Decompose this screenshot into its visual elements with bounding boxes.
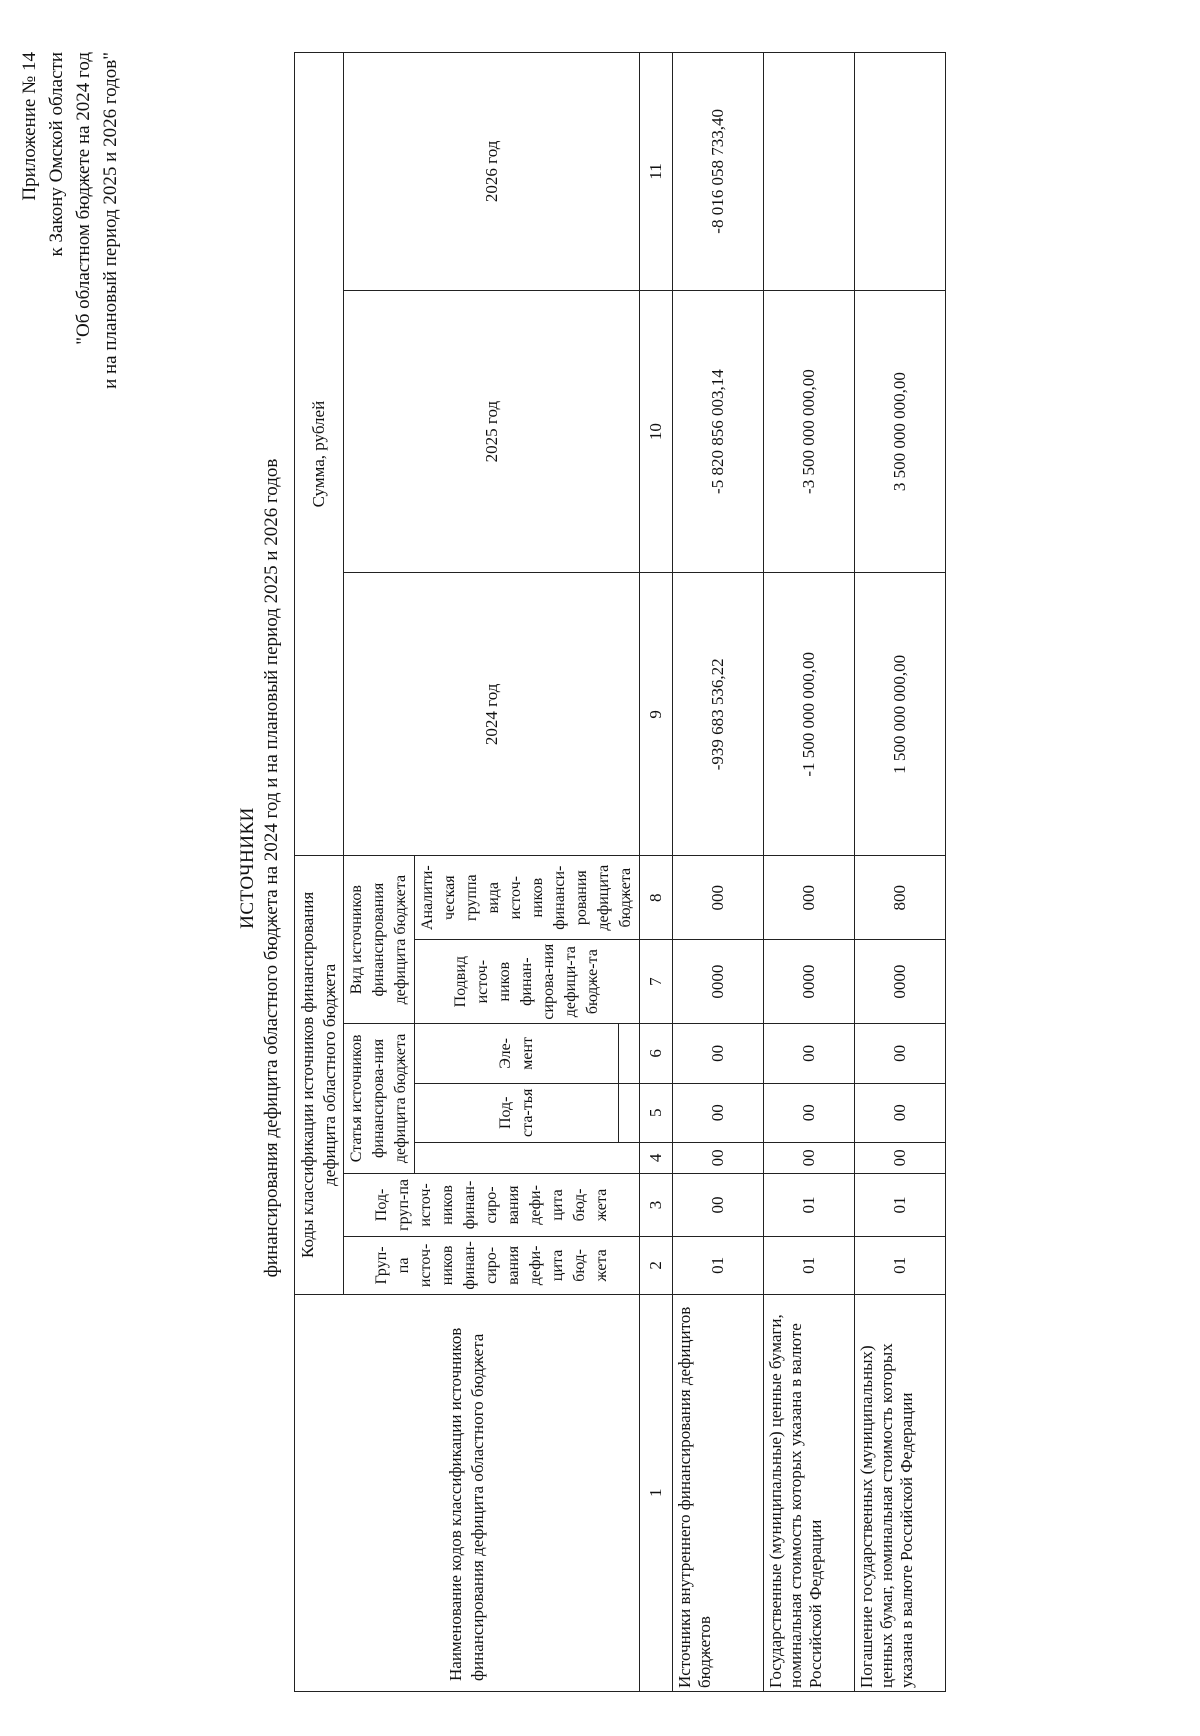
header-subkind: Подвид источ-ников финан-сирова-ния дефици-та бюдже-та xyxy=(415,940,640,1024)
row-analytic-code: 800 xyxy=(855,856,946,940)
row-subarticle-code: 00 xyxy=(764,1083,855,1142)
row-article-code: 00 xyxy=(673,1142,764,1173)
row-element-code: 00 xyxy=(855,1024,946,1083)
row-amount-2025: -5 820 856 003,14 xyxy=(673,290,764,573)
header-element: Эле-мент xyxy=(415,1024,619,1083)
row-analytic-code: 000 xyxy=(764,856,855,940)
colnum-11: 11 xyxy=(640,53,673,291)
header-kind: Вид источников финансирования дефицита бюджета xyxy=(344,856,415,1024)
row-subarticle-code: 00 xyxy=(855,1083,946,1142)
table-row xyxy=(673,53,764,1692)
colnum-9: 9 xyxy=(640,573,673,856)
row-subkind-code: 0000 xyxy=(764,940,855,1024)
header-name: Наименование кодов классификации источников финансирования дефицита областного бюджета xyxy=(295,1294,640,1691)
colnum-3: 3 xyxy=(640,1173,673,1237)
row-amount-2025: 3 500 000 000,00 xyxy=(855,290,946,573)
header-article-blank xyxy=(415,1142,640,1173)
colnum-2: 2 xyxy=(640,1237,673,1294)
header-group: Груп-па источ-ников финан-сиро-вания дефи-цита бюд-жета xyxy=(344,1237,640,1294)
header-analytic: Аналити-ческая группа вида источ-ников финанси-рования дефицита бюджета xyxy=(415,856,640,940)
header-codes: Коды классификации источников финансирования дефицита областного бюджета xyxy=(295,856,344,1294)
row-name: Источники внутреннего финансирования дефицитов бюджетов xyxy=(673,1294,764,1691)
document-heading xyxy=(236,0,284,1736)
row-subgroup-code: 00 xyxy=(673,1173,764,1237)
header-sum: Сумма, рублей xyxy=(295,53,344,856)
row-name: Государственные (муниципальные) ценные бумаги, номинальная стоимость которых указана в валюте Российской Федерации xyxy=(764,1294,855,1691)
row-amount-2024: 1 500 000 000,00 xyxy=(855,573,946,856)
row-subkind-code: 0000 xyxy=(855,940,946,1024)
appendix-line-2: к Закону Омской области xyxy=(46,52,67,257)
row-name: Погашение государственных (муниципальных) ценных бумаг, номинальная стоимость которых указана в валюте Российской Федерации xyxy=(855,1294,946,1691)
colnum-4: 4 xyxy=(640,1142,673,1173)
colnum-6: 6 xyxy=(640,1024,673,1083)
row-group-code: 01 xyxy=(764,1237,855,1294)
table-row xyxy=(764,53,855,1692)
table-row xyxy=(855,53,946,1692)
sources-table xyxy=(294,52,946,1692)
document-subtitle: финансирования дефицита областного бюджета на 2024 год и на плановый период 2025 и 2026 годов xyxy=(261,458,282,1278)
colnum-7: 7 xyxy=(640,940,673,1024)
row-element-code: 00 xyxy=(673,1024,764,1083)
header-2025: 2025 год xyxy=(344,290,640,573)
appendix-line-1: Приложение № 14 xyxy=(19,52,40,201)
header-row-1 xyxy=(295,53,344,1692)
row-amount-2026: -8 016 058 733,40 xyxy=(673,53,764,291)
row-amount-2026 xyxy=(855,53,946,291)
colnum-1: 1 xyxy=(640,1294,673,1691)
column-number-row xyxy=(640,53,673,1692)
colnum-8: 8 xyxy=(640,856,673,940)
header-2026: 2026 год xyxy=(344,53,640,291)
row-subgroup-code: 01 xyxy=(764,1173,855,1237)
header-element-spacer xyxy=(619,1024,640,1083)
appendix-note xyxy=(16,52,124,389)
colnum-10: 10 xyxy=(640,290,673,573)
row-article-code: 00 xyxy=(855,1142,946,1173)
header-subgroup: Под-груп-па источ-ников финан-сиро-вания дефи-цита бюд-жета xyxy=(344,1173,640,1237)
row-amount-2024: -939 683 536,22 xyxy=(673,573,764,856)
header-subarticle-spacer xyxy=(619,1083,640,1142)
row-element-code: 00 xyxy=(764,1024,855,1083)
row-amount-2025: -3 500 000 000,00 xyxy=(764,290,855,573)
row-amount-2024: -1 500 000 000,00 xyxy=(764,573,855,856)
row-analytic-code: 000 xyxy=(673,856,764,940)
row-group-code: 01 xyxy=(855,1237,946,1294)
row-subgroup-code: 01 xyxy=(855,1173,946,1237)
appendix-line-4: и на плановый период 2025 и 2026 годов" xyxy=(100,52,121,389)
appendix-line-3: "Об областном бюджете на 2024 год xyxy=(73,52,94,345)
header-article: Статья источников финансирова-ния дефицита бюджета xyxy=(344,1024,415,1174)
document-title: ИСТОЧНИКИ xyxy=(237,807,258,929)
row-subarticle-code: 00 xyxy=(673,1083,764,1142)
row-subkind-code: 0000 xyxy=(673,940,764,1024)
header-subarticle: Под-ста-тья xyxy=(415,1083,619,1142)
colnum-5: 5 xyxy=(640,1083,673,1142)
row-amount-2026 xyxy=(764,53,855,291)
header-2024: 2024 год xyxy=(344,573,640,856)
row-group-code: 01 xyxy=(673,1237,764,1294)
row-article-code: 00 xyxy=(764,1142,855,1173)
